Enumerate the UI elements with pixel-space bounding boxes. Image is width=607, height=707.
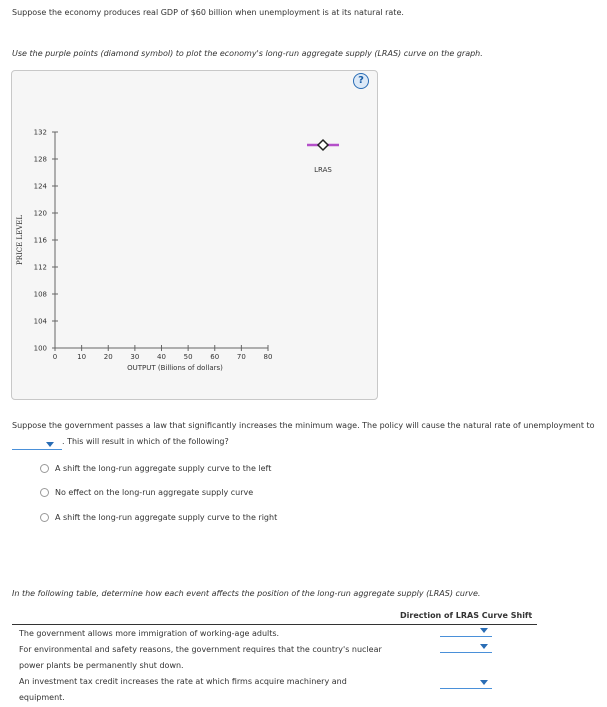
y-tick-label: 132 (33, 128, 47, 137)
x-tick-label: 0 (52, 353, 58, 361)
table-column-header: Direction of LRAS Curve Shift (400, 611, 533, 620)
table-row-immigration (19, 626, 399, 642)
table-row-nuclear (19, 642, 399, 674)
diamond-icon[interactable] (318, 140, 328, 150)
radio-label: A shift the long-run aggregate supply curve to the left (55, 464, 272, 473)
x-tick-label: 60 (210, 353, 220, 361)
y-tick-label: 104 (33, 317, 47, 326)
x-tick-label: 10 (77, 353, 87, 361)
lras-shift-select-nuclear[interactable] (440, 642, 492, 653)
x-tick-label: 30 (130, 353, 140, 361)
radio-button[interactable] (40, 488, 49, 497)
radio-label: No effect on the long-run aggregate supply curve (55, 488, 254, 497)
row-text-line: equipment. (19, 693, 65, 702)
x-tick-label: 70 (236, 353, 246, 361)
row-text-line: power plants be permanently shut down. (19, 661, 184, 670)
question-2-tail: . This will result in which of the following? (62, 437, 229, 446)
y-tick-label: 112 (33, 263, 47, 272)
radio-label: A shift the long-run aggregate supply curve to the right (55, 513, 278, 522)
lras-shift-select-tax-credit[interactable] (440, 678, 492, 689)
x-tick-label: 80 (263, 353, 273, 361)
row-text-line: For environmental and safety reasons, the government requires that the country's nuclear (19, 645, 382, 654)
chevron-down-icon (480, 628, 488, 633)
lras-legend-tool[interactable] (307, 140, 339, 174)
chevron-down-icon (480, 680, 488, 685)
x-tick-label: 50 (183, 353, 193, 361)
legend-label: LRAS (314, 166, 332, 174)
intro-text: Suppose the economy produces real GDP of $60 billion when unemployment is at its natural rate. (12, 8, 404, 17)
radio-button[interactable] (40, 513, 49, 522)
x-axis (53, 345, 273, 361)
y-tick-label: 124 (33, 182, 47, 191)
chevron-down-icon (46, 442, 54, 447)
chevron-down-icon (480, 644, 488, 649)
help-icon[interactable]: ? (353, 73, 369, 89)
row-text-line: The government allows more immigration of working-age adults. (19, 629, 280, 638)
y-tick-label: 128 (33, 155, 47, 164)
x-axis-label: OUTPUT (Billions of dollars) (127, 364, 223, 372)
question-2 (12, 418, 602, 450)
y-tick-label: 108 (33, 290, 47, 299)
y-tick-label: 120 (33, 209, 47, 218)
lras-shift-select-immigration[interactable] (440, 626, 492, 637)
x-tick-label: 40 (157, 353, 166, 361)
y-axis-label: PRICE LEVEL (16, 214, 24, 266)
x-tick-label: 20 (103, 353, 113, 361)
instruction-text: Use the purple points (diamond symbol) to plot the economy's long-run aggregate supply (LRAS) curve on the graph. (12, 49, 483, 58)
table-header-divider (12, 624, 537, 625)
row-text-line: An investment tax credit increases the rate at which firms acquire machinery and (19, 677, 347, 686)
y-tick-label: 116 (33, 236, 47, 245)
question-3-text: In the following table, determine how each event affects the position of the long-run aggregate supply (LRAS) curve. (12, 589, 481, 598)
table-row-tax-credit (19, 674, 399, 706)
radio-button[interactable] (40, 464, 49, 473)
y-axis (34, 129, 58, 353)
y-tick-label: 100 (33, 344, 47, 353)
question-2-text: Suppose the government passes a law that significantly increases the minimum wage. The policy will cause the natural rate of unemployment to (12, 421, 595, 430)
unemployment-dropdown[interactable] (12, 439, 62, 450)
